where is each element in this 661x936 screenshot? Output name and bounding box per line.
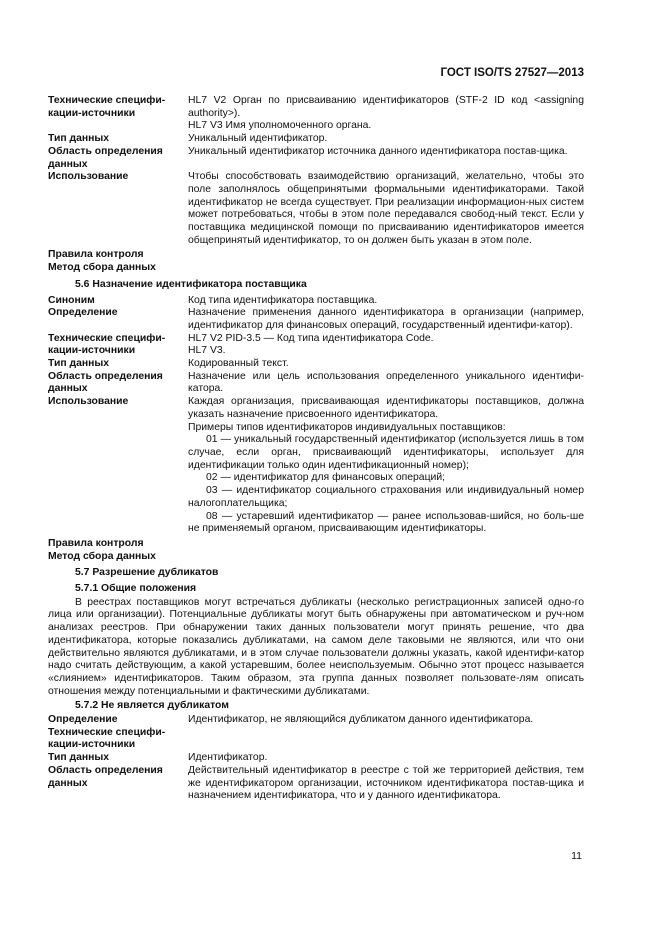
page-number: 11: [571, 850, 582, 862]
field-value-line: HL7 V3.: [188, 345, 226, 357]
field-row: [48, 333, 584, 358]
field-label: Область определения данных: [48, 370, 163, 395]
field-value: Уникальный идентификатор источника данного идентификатора постав-щика.: [188, 145, 568, 157]
example-item: 02 — идентификатор для финансовых операций;: [206, 472, 446, 484]
field-value: Идентификатор, не являющийся дубликатом данного идентификатора.: [188, 714, 534, 726]
field-value: Идентификатор.: [188, 752, 268, 764]
field-value: Код типа идентификатора поставщика.: [188, 294, 378, 306]
field-row: [48, 249, 584, 262]
field-value-line: Каждая организация, присваивающая идентификаторы поставщиков, должна указать назначение присвоенного идентификатора.: [188, 396, 584, 420]
subsection-heading: 5.7.1 Общие положения: [75, 583, 197, 595]
field-label: Использование: [48, 171, 129, 183]
standard-header: ГОСТ ISO/TS 27527—2013: [440, 67, 584, 79]
field-value: [188, 727, 584, 752]
example-item: 01 — уникальный государственный идентификатор (используется лишь в том случае, если орган, присваивающий идентификаторы, использует для идентификации только один идентификационный номер);: [188, 434, 584, 471]
subsection-heading: 5.7.2 Не является дубликатом: [75, 700, 229, 712]
field-label: Метод сбора данных: [48, 550, 156, 562]
page-content: [48, 95, 584, 803]
field-row: [48, 146, 584, 171]
field-label: Определение: [48, 714, 118, 726]
field-label: Тип данных: [48, 358, 110, 370]
field-value: Назначение применения данного идентификатора в организации (например, идентификатор для финансовых операций, государственный идентифи-катор).: [188, 307, 584, 331]
field-row: [48, 358, 584, 371]
field-label: Определение: [48, 307, 118, 319]
field-row: [48, 307, 584, 332]
field-label: Правила контроля: [48, 249, 144, 261]
field-value: Уникальный идентификатор.: [188, 133, 328, 145]
field-row: [48, 171, 584, 247]
example-item: 03 — идентификатор социального страхования или индивидуальный номер налогоплательщика;: [188, 485, 584, 509]
field-row: [48, 551, 584, 564]
field-row: [48, 95, 584, 133]
field-value: [188, 396, 584, 536]
field-label: Область определения данных: [48, 145, 163, 170]
field-label: Тип данных: [48, 752, 110, 764]
field-row: [48, 262, 584, 275]
field-label: Синоним: [48, 294, 95, 306]
field-value-line: HL7 V2 PID-3.5 — Код типа идентификатора Code.: [188, 332, 434, 344]
field-label: Область определения данных: [48, 764, 163, 789]
field-label: Правила контроля: [48, 537, 144, 549]
field-value-line: HL7 V2 Орган по присваиванию идентификаторов (STF-2 ID код <assigning authority>).: [188, 95, 584, 119]
field-value: Действительный идентификатор в реестре с той же территорией действия, тем же идентификатором организации, источником идентификатора постав-щика и назначением идентификатора, что и у данного идентификатора.: [188, 764, 584, 802]
field-row: [48, 295, 584, 308]
example-item: 08 — устаревший идентификатор — ранее использовав-шийся, но боль-ше не применяемый органом, присваивающим идентификаторы.: [188, 510, 584, 535]
field-value: Чтобы способствовать взаимодействию организаций, желательно, чтобы это поле заполнялось общепринятыми формальными идентификаторами. Такой идентификатор не всегда существует. При реализации информацион-ных систем может потребоваться, чтобы в этом поле передавался свобод-ный текст. Если у поставщика медицинской помощи по присваиванию идентификаторов имеется общепринятый идентификатор, то он должен быть указан в этом поле.: [188, 171, 584, 246]
examples-intro: Примеры типов идентификаторов индивидуальных поставщиков:: [188, 421, 506, 433]
field-row: [48, 765, 584, 803]
field-label: Технические специфи-кации-источники: [48, 95, 166, 119]
body-paragraph: В реестрах поставщиков могут встречаться дубликаты (несколько регистрационных записей одно-го лица или организации). Потенциальные дубликаты могут быть обнаружены при автоматическом и руч-ном анализах реестров. При обнаружении таких данных пользователи могут принять решение, что два идентификатора, которые показались дубликатами, на самом деле таковыми не являются, или что они действительно являются дубликатами, и в этом случае пользователи должны указать, какой идентифи-катор надо считать действующим, а какой устаревшим, более неиспользуемым. Обычно этот процесс называется «слиянием» идентификаторов. Таким образом, эта группа данных позволяет пользовате-лям описать отношения между потенциальными и фактическими дубликатами.: [48, 596, 584, 697]
section-heading: 5.7 Разрешение дубликатов: [75, 567, 219, 579]
field-row: [48, 396, 584, 536]
field-row: [48, 538, 584, 551]
field-row: [48, 714, 584, 727]
field-value: Кодированный текст.: [188, 358, 289, 370]
field-row: [48, 133, 584, 146]
field-label: Тип данных: [48, 133, 110, 145]
field-label: Технические специфи-кации-источники: [48, 332, 166, 357]
field-label: Технические специфи-кации-источники: [48, 726, 166, 751]
field-label: Использование: [48, 396, 129, 408]
field-row: [48, 727, 584, 752]
section-heading: 5.6 Назначение идентификатора поставщика: [75, 278, 307, 290]
field-value: [188, 95, 584, 133]
field-label: Метод сбора данных: [48, 262, 156, 274]
field-value: [188, 333, 584, 358]
field-value: Назначение или цель использования определенного уникального идентифи-катора.: [188, 370, 584, 395]
field-value-line: HL7 V3 Имя уполномоченного органа.: [188, 120, 372, 132]
field-row: [48, 371, 584, 396]
field-row: [48, 752, 584, 765]
